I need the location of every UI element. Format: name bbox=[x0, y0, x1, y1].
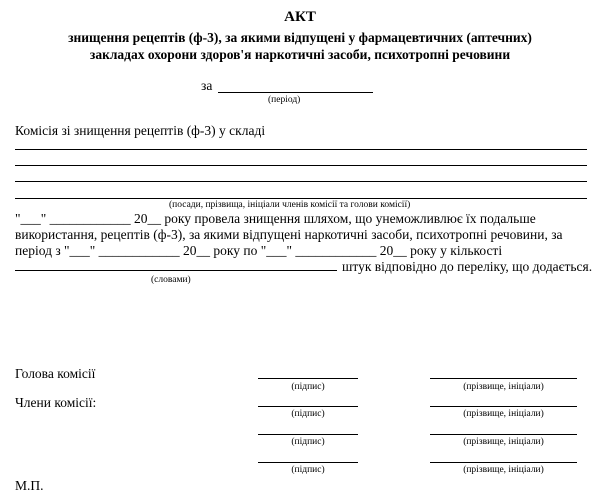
paragraph-line-2: використання, рецептів (ф-3), за якими відпущені наркотичні засоби, психотропні речовини, за bbox=[15, 227, 563, 242]
member-2-signature-field[interactable] bbox=[258, 434, 358, 435]
commission-member-line-3[interactable] bbox=[15, 181, 587, 182]
commission-members-label: Члени комісії: bbox=[15, 395, 97, 410]
commission-intro: Комісія зі знищення рецептів (ф-3) у складі bbox=[15, 123, 266, 138]
member-3-name-field[interactable] bbox=[430, 462, 577, 463]
act-subtitle-line1: знищення рецептів (ф-3), за якими відпущені у фармацевтичних (аптечних) bbox=[68, 30, 532, 45]
commission-members-caption: (посади, прізвища, ініціали членів комісії та голови комісії) bbox=[169, 200, 411, 210]
period-prefix: за bbox=[201, 78, 213, 93]
member-2-name-field[interactable] bbox=[430, 434, 577, 435]
head-name-field[interactable] bbox=[430, 378, 577, 379]
period-caption: (період) bbox=[268, 95, 301, 105]
commission-member-line-4[interactable] bbox=[15, 198, 587, 199]
member-1-signature-caption: (підпис) bbox=[291, 409, 325, 419]
quantity-in-words-field[interactable] bbox=[15, 270, 337, 271]
member-1-name-caption: (прізвище, ініціали) bbox=[463, 409, 544, 419]
member-1-name-field[interactable] bbox=[430, 406, 577, 407]
act-title: АКТ bbox=[284, 9, 316, 25]
paragraph-line-1: "___" ____________ 20__ року провела знищення шляхом, що унеможливлює їх подальше bbox=[15, 211, 536, 226]
act-subtitle-line2: закладах охорони здоров'я наркотичні засоби, психотропні речовини bbox=[89, 47, 511, 62]
head-signature-field[interactable] bbox=[258, 378, 358, 379]
paragraph-line-4-tail: штук відповідно до переліку, що додається. bbox=[342, 259, 593, 274]
head-signature-caption: (підпис) bbox=[291, 382, 325, 392]
member-3-signature-caption: (підпис) bbox=[291, 465, 325, 475]
commission-member-line-1[interactable] bbox=[15, 149, 587, 150]
seal-label: М.П. bbox=[15, 478, 44, 493]
member-2-signature-caption: (підпис) bbox=[291, 437, 325, 447]
period-field[interactable] bbox=[218, 92, 373, 93]
member-3-signature-field[interactable] bbox=[258, 462, 358, 463]
member-3-name-caption: (прізвище, ініціали) bbox=[463, 465, 544, 475]
commission-member-line-2[interactable] bbox=[15, 165, 587, 166]
member-1-signature-field[interactable] bbox=[258, 406, 358, 407]
words-caption: (словами) bbox=[151, 275, 191, 285]
member-2-name-caption: (прізвище, ініціали) bbox=[463, 437, 544, 447]
head-name-caption: (прізвище, ініціали) bbox=[463, 382, 544, 392]
paragraph-line-3: період з "___" ____________ 20__ року по "___" ____________ 20__ року у кількості bbox=[15, 243, 503, 258]
head-of-commission-label: Голова комісії bbox=[15, 366, 96, 381]
